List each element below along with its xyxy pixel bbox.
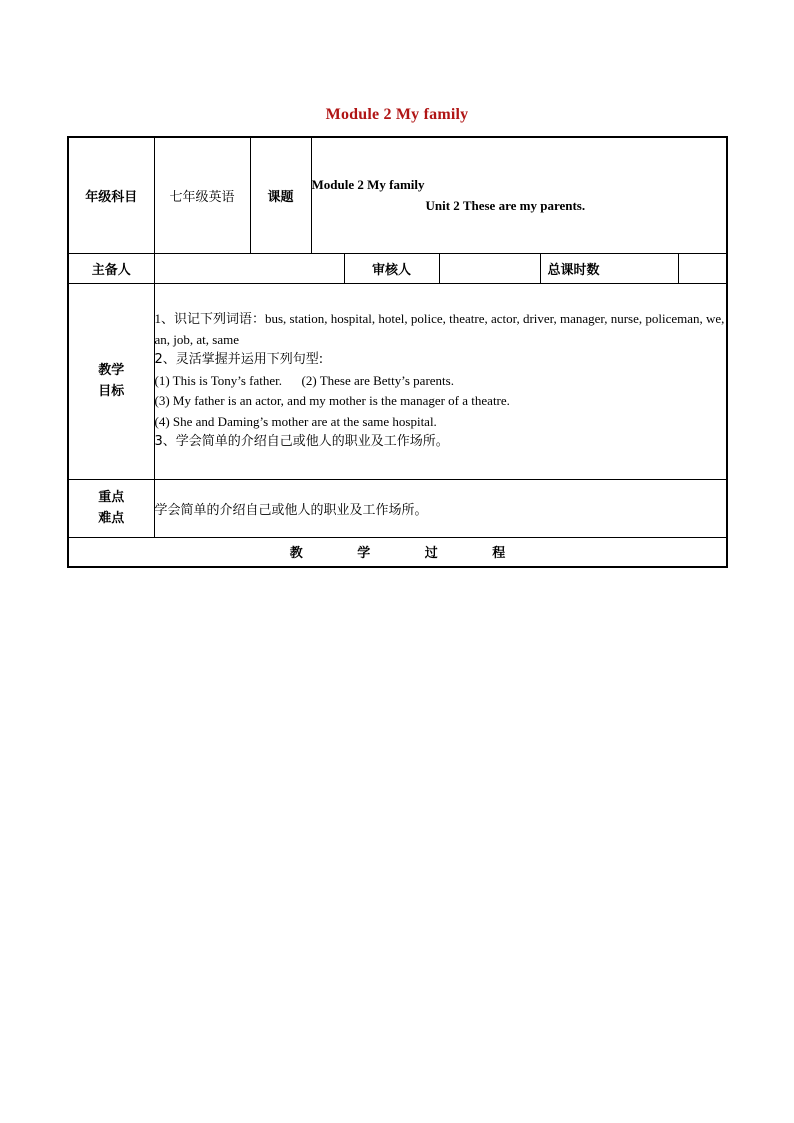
goal-item: 1、识记下列词语：bus, station, hospital, hotel, police, theatre, actor, driver, manager, nurse, policeman, we, an, job, at, same (154, 311, 725, 347)
reviewer-label: 审核人 (344, 253, 439, 283)
goal-item: (1) This is Tony’s father. (2) These are Betty’s parents. (154, 372, 454, 388)
process-char: 过 (424, 546, 438, 562)
grade-subject-label: 年级科目 (68, 137, 154, 253)
goals-label-line1: 教学 (98, 363, 125, 378)
row-staff (68, 253, 727, 283)
topic-line-unit: Unit 2 These are my parents. (425, 198, 586, 214)
process-char: 教 (289, 546, 303, 562)
process-char: 学 (357, 546, 371, 562)
goals-label (68, 283, 154, 479)
goals-content (154, 283, 727, 479)
topic-line-module: Module 2 My family (311, 177, 425, 193)
row-goals (68, 283, 727, 479)
row-process (68, 537, 727, 567)
preparer-value (154, 253, 344, 283)
key-label (68, 479, 154, 537)
total-hours-value (678, 253, 727, 283)
goal-item: (3) My father is an actor, and my mother is the manager of a theatre. (154, 393, 510, 409)
row-topic (68, 137, 727, 253)
goal-item: 3、学会简单的介绍自己或他人的职业及工作场所。 (154, 434, 449, 450)
reviewer-value (439, 253, 540, 283)
goals-label-line2: 目标 (98, 384, 125, 399)
row-key-points (68, 479, 727, 537)
lesson-plan-table (67, 136, 728, 568)
preparer-label: 主备人 (68, 253, 154, 283)
key-label-line1: 重点 (98, 490, 125, 505)
key-value: 学会简单的介绍自己或他人的职业及工作场所。 (154, 479, 727, 537)
topic-label: 课题 (250, 137, 311, 253)
process-char: 程 (492, 546, 506, 562)
teaching-process-heading (68, 537, 727, 567)
topic-value (311, 137, 727, 253)
document-title: Module 2 My family (325, 106, 469, 123)
goal-item: 2、灵活掌握并运用下列句型: (154, 352, 324, 368)
key-label-line2: 难点 (98, 511, 125, 526)
total-hours-label: 总课时数 (540, 253, 678, 283)
grade-subject-value: 七年级英语 (154, 137, 250, 253)
goal-item: (4) She and Daming’s mother are at the same hospital. (154, 413, 437, 429)
